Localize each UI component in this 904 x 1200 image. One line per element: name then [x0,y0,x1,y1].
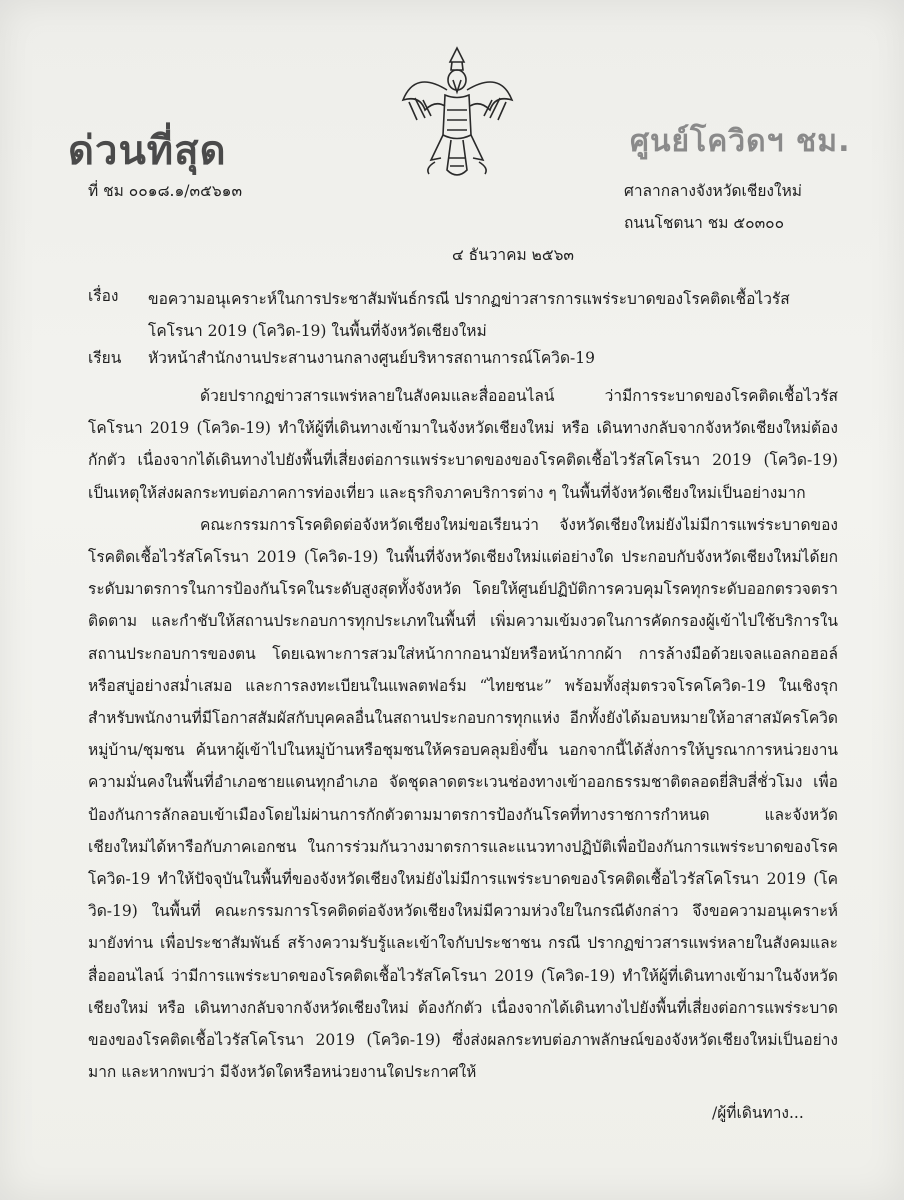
department-stamp: ศูนย์โควิดฯ ชม. [630,124,851,159]
sender-address-line2: ถนนโชตนา ชม ๕๐๓๐๐ [624,214,785,232]
letter-body [88,380,838,1088]
document-number: ที่ ชม ๐๐๑๘.๑/๓๕๖๑๓ [88,182,243,200]
subject-text: ขอความอนุเคราะห์ในการประชาสัมพันธ์กรณี ปรากฏข่าวสารการแพร่ระบาดของโรคติดเชื้อไวรัสโคโรนา 2019 (โควิด-19) ในพื้นที่จังหวัดเชียงใหม่ [148,290,790,340]
body-paragraph-2: คณะกรรมการโรคติดต่อจังหวัดเชียงใหม่ขอเรียนว่า จังหวัดเชียงใหม่ยังไม่มีการแพร่ระบาดของโรคติดเชื้อไวรัสโคโรนา 2019 (โควิด-19) ในพื้นที่จังหวัดเชียงใหม่แต่อย่างใด ประกอบกับจังหวัดเชียงใหม่ได้ยกระดับมาตรการในการป้องกันโรคในระดับสูงสุดทั้งจังหวัด โดยให้ศูนย์ปฏิบัติการควบคุมโรคทุกระดับออกตรวจตรา ติดตาม และกำชับให้สถานประกอบการทุกประเภทในพื้นที่ เพิ่มความเข้มงวดในการคัดกรองผู้เข้าไปใช้บริการในสถานประกอบการของตน โดยเฉพาะการสวมใส่หน้ากากอนามัยหรือหน้ากากผ้า การล้างมือด้วยเจลแอลกอฮอล์หรือสบู่อย่างสม่ำเสมอ และการลงทะเบียนในแพลตฟอร์ม “ไทยชนะ” พร้อมทั้งสุ่มตรวจโรคโควิด-19 ในเชิงรุกสำหรับพนักงานที่มีโอกาสสัมผัสกับบุคคลอื่นในสถานประกอบการทุกแห่ง อีกทั้งยังได้มอบหมายให้อาสาสมัครโควิดหมู่บ้าน/ชุมชน ค้นหาผู้เข้าไปในหมู่บ้านหรือชุมชนให้ครอบคลุมยิ่งขึ้น นอกจากนี้ได้สั่งการให้บูรณาการหน่วยงานความมั่นคงในพื้นที่อำเภอชายแดนทุกอำเภอ จัดชุดลาดตระเวนช่องทางเข้าออกธรรมชาติตลอดยี่สิบสี่ชั่วโมง เพื่อป้องกันการลักลอบเข้าเมืองโดยไม่ผ่านการกักตัวตามมาตรการป้องกันโรคที่ทางราชการกำหนด และจังหวัดเชียงใหม่ได้หารือกับภาคเอกชน ในการร่วมกันวางมาตรการและแนวทางปฏิบัติเพื่อป้องกันการแพร่ระบาดของโรคโควิด-19 ทำให้ปัจจุบันในพื้นที่ของจังหวัดเชียงใหม่ยังไม่มีการแพร่ระบาดของโรคติดเชื้อไวรัสโคโรนา 2019 (โควิด-19) ในพื้นที่ คณะกรรมการโรคติดต่อจังหวัดเชียงใหม่มีความห่วงใยในกรณีดังกล่าว จึงขอความอนุเคราะห์มายังท่าน เพื่อประชาสัมพันธ์ สร้างความรับรู้และเข้าใจกับประชาชน กรณี ปรากฏข่าวสารแพร่หลายในสังคมและสื่อออนไลน์ ว่ามีการแพร่ระบาดของโรคติดเชื้อไวรัสโคโรนา 2019 (โควิด-19) ทำให้ผู้ที่เดินทางเข้ามาในจังหวัดเชียงใหม่ หรือ เดินทางกลับจากจังหวัดเชียงใหม่ ต้องกักตัว เนื่องจากได้เดินทางไปยังพื้นที่เสี่ยงต่อการแพร่ระบาดของของโรคติดเชื้อไวรัสโคโรนา 2019 (โควิด-19) ซึ่งส่งผลกระทบต่อภาพลักษณ์ของจังหวัดเชียงใหม่เป็นอย่างมาก และหากพบว่า มีจังหวัดใดหรือหน่วยงานใดประกาศให้ [88,515,838,1082]
body-paragraph-1: ด้วยปรากฏข่าวสารแพร่หลายในสังคมและสื่อออนไลน์ ว่ามีการระบาดของโรคติดเชื้อไวรัสโคโรนา 2019 (โควิด-19) ทำให้ผู้ที่เดินทางเข้ามาในจังหวัดเชียงใหม่ หรือ เดินทางกลับจากจังหวัดเชียงใหม่ต้องกักตัว เนื่องจากได้เดินทางไปยังพื้นที่เสี่ยงต่อการแพร่ระบาดของของโรคติดเชื้อไวรัสโคโรนา 2019 (โควิด-19) เป็นเหตุให้ส่งผลกระทบต่อภาคการท่องเที่ยว และธุรกิจภาคบริการต่าง ๆ ในพื้นที่จังหวัดเชียงใหม่เป็นอย่างมาก [88,387,838,502]
subject-label: เรื่อง [88,287,119,305]
continuation-marker: /ผู้ที่เดินทาง... [712,1104,804,1122]
recipient-label: เรียน [88,349,122,367]
urgency-label: ด่วนที่สุด [68,128,227,174]
garuda-emblem-icon [395,40,520,190]
recipient-text: หัวหน้าสำนักงานประสานงานกลางศูนย์บริหารสถานการณ์โควิด-19 [148,349,596,367]
sender-address-line1: ศาลากลางจังหวัดเชียงใหม่ [624,182,803,200]
document-date: ๔ ธันวาคม ๒๕๖๓ [452,246,575,264]
